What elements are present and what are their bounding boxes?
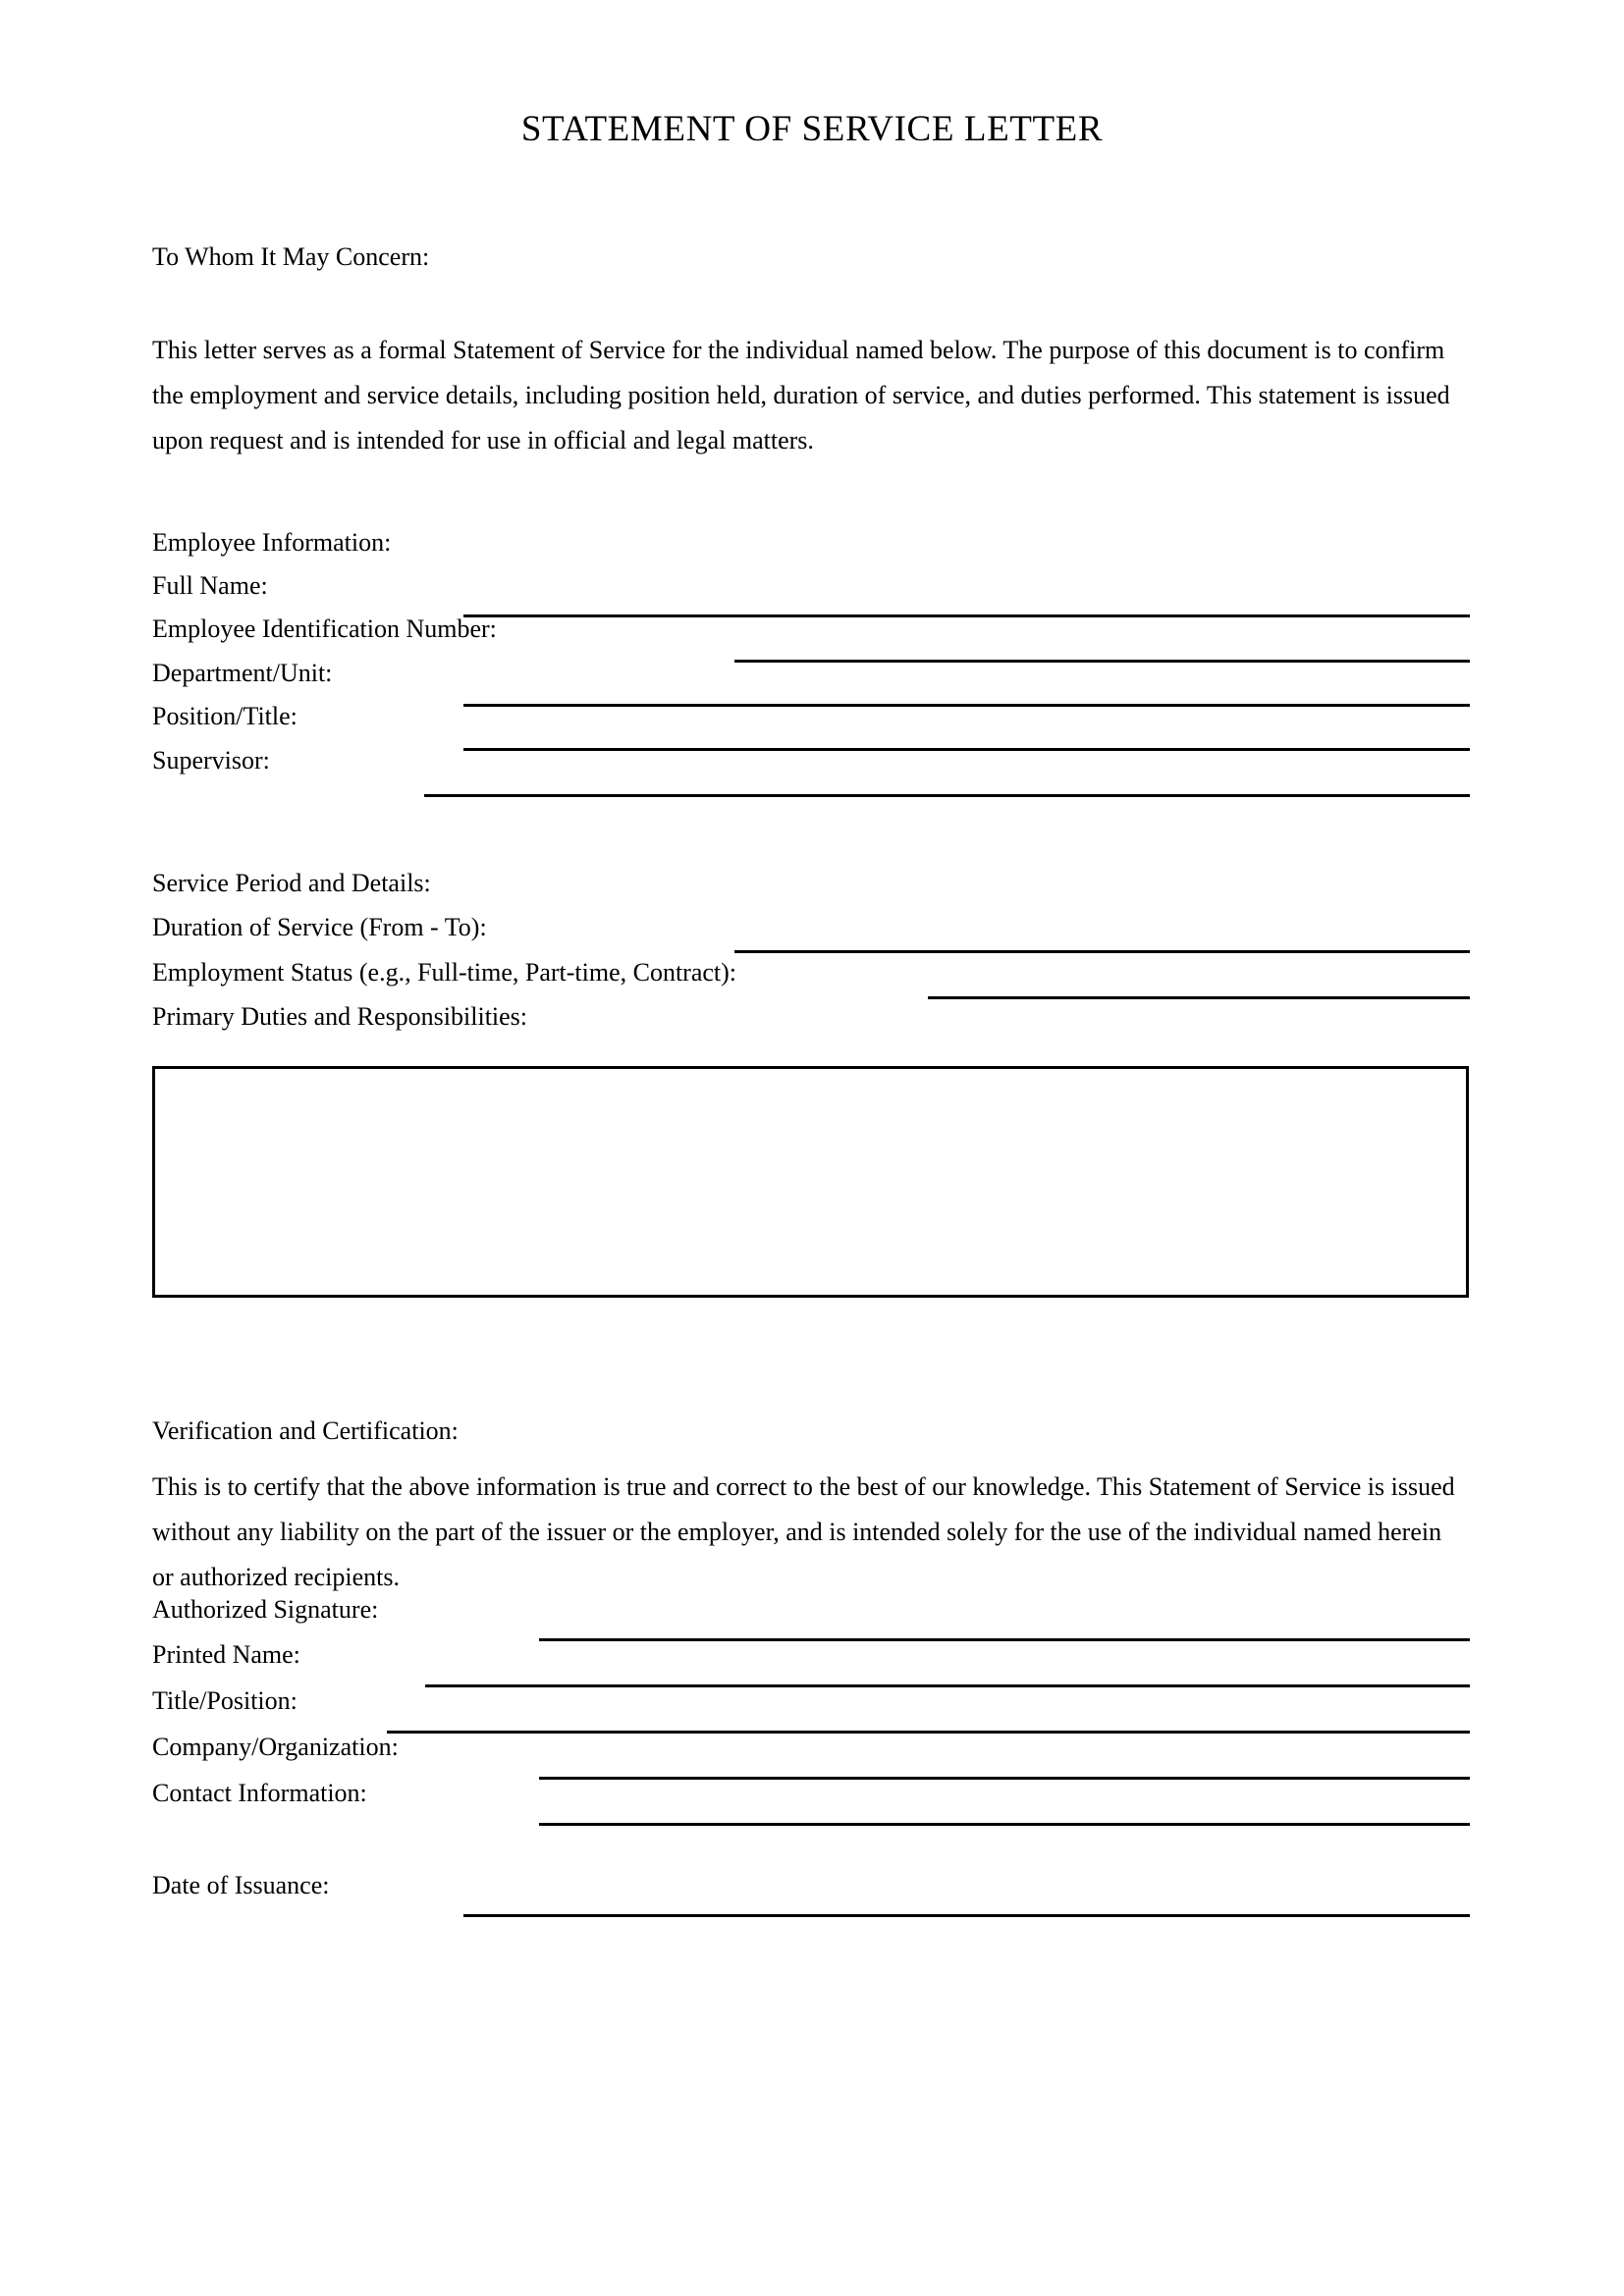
salutation-text: To Whom It May Concern: bbox=[152, 242, 430, 271]
label-date-of-issuance: Date of Issuance: bbox=[152, 1871, 330, 1899]
input-printed-name[interactable] bbox=[425, 1684, 1470, 1687]
label-company-organization: Company/Organization: bbox=[152, 1733, 399, 1761]
input-contact-information[interactable] bbox=[539, 1823, 1470, 1826]
input-full-name[interactable] bbox=[463, 614, 1470, 617]
input-authorized-signature[interactable] bbox=[539, 1638, 1470, 1641]
label-duration-of-service: Duration of Service (From - To): bbox=[152, 913, 487, 941]
certification-paragraph: This is to certify that the above information is true and correct to the best of our knowledge. This Statement of Service is issued without any liability on the part of the issuer or the employer, and is intended solely for the use of the individual named herein or authorized recipients. bbox=[152, 1472, 1455, 1591]
input-supervisor[interactable] bbox=[424, 794, 1470, 797]
section-heading-verification: Verification and Certification: bbox=[152, 1416, 459, 1445]
input-date-of-issuance[interactable] bbox=[463, 1914, 1470, 1917]
label-supervisor: Supervisor: bbox=[152, 746, 270, 774]
input-company-organization[interactable] bbox=[539, 1777, 1470, 1780]
intro-paragraph: This letter serves as a formal Statement of Service for the individual named below. The purpose of this document is to confirm the employment and service details, including position held, duration of service, and duties performed. This statement is issued upon request and is intended for use in official and legal matters. bbox=[152, 336, 1450, 454]
section-heading-employee-information: Employee Information: bbox=[152, 528, 392, 557]
label-employee-identification-number: Employee Identification Number: bbox=[152, 614, 497, 643]
section-heading-service-period: Service Period and Details: bbox=[152, 869, 431, 897]
input-duration-of-service[interactable] bbox=[734, 950, 1470, 953]
label-title-position: Title/Position: bbox=[152, 1686, 298, 1715]
label-authorized-signature: Authorized Signature: bbox=[152, 1595, 379, 1624]
label-department-unit: Department/Unit: bbox=[152, 659, 333, 687]
input-department-unit[interactable] bbox=[463, 704, 1470, 707]
input-position-title[interactable] bbox=[463, 748, 1470, 751]
input-title-position[interactable] bbox=[387, 1731, 1470, 1734]
label-printed-name: Printed Name: bbox=[152, 1640, 300, 1669]
label-position-title: Position/Title: bbox=[152, 702, 298, 730]
input-primary-duties-and-responsibilities[interactable] bbox=[152, 1066, 1469, 1298]
input-employee-identification-number[interactable] bbox=[734, 660, 1470, 663]
page-title: STATEMENT OF SERVICE LETTER bbox=[520, 109, 1104, 149]
label-full-name: Full Name: bbox=[152, 571, 268, 600]
label-primary-duties: Primary Duties and Responsibilities: bbox=[152, 1002, 528, 1031]
label-employment-status: Employment Status (e.g., Full-time, Part-time, Contract): bbox=[152, 958, 737, 987]
input-employment-status[interactable] bbox=[928, 996, 1470, 999]
label-contact-information: Contact Information: bbox=[152, 1779, 367, 1807]
